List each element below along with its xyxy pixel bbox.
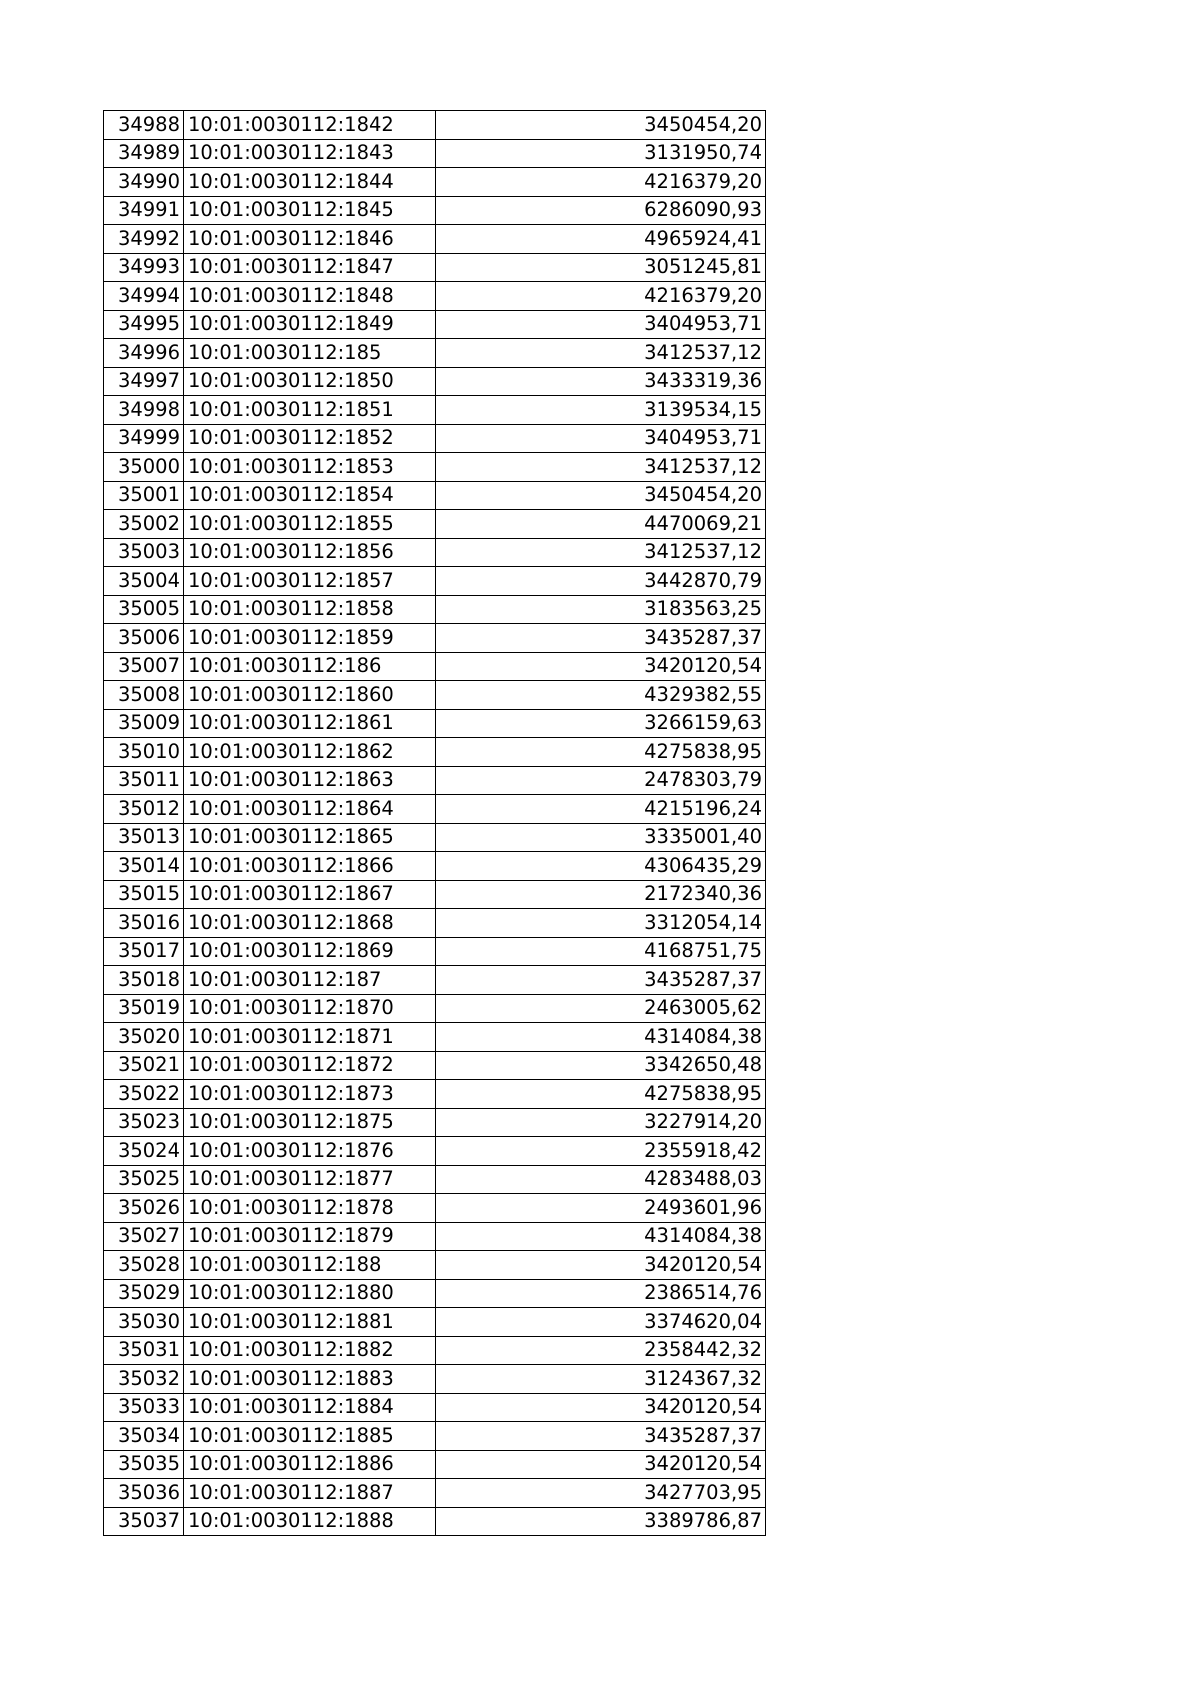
cadastral-value: 3420120,54 xyxy=(436,1450,766,1479)
table-row xyxy=(104,766,766,795)
cadastral-number: 10:01:0030112:1873 xyxy=(184,1080,436,1109)
cadastral-value: 4168751,75 xyxy=(436,937,766,966)
cadastral-number: 10:01:0030112:1847 xyxy=(184,253,436,282)
cadastral-number: 10:01:0030112:1867 xyxy=(184,880,436,909)
table-row xyxy=(104,624,766,653)
cadastral-number: 10:01:0030112:1861 xyxy=(184,709,436,738)
table-row xyxy=(104,253,766,282)
row-number: 35033 xyxy=(104,1393,184,1422)
cadastral-number: 10:01:0030112:1875 xyxy=(184,1108,436,1137)
cadastral-number: 10:01:0030112:1877 xyxy=(184,1165,436,1194)
cadastral-value: 3139534,15 xyxy=(436,396,766,425)
cadastral-number: 10:01:0030112:186 xyxy=(184,652,436,681)
cadastral-number: 10:01:0030112:1888 xyxy=(184,1507,436,1536)
row-number: 35003 xyxy=(104,538,184,567)
table-row xyxy=(104,1479,766,1508)
table-row xyxy=(104,567,766,596)
table-row xyxy=(104,823,766,852)
cadastral-value: 3433319,36 xyxy=(436,367,766,396)
cadastral-value: 3266159,63 xyxy=(436,709,766,738)
row-number: 34988 xyxy=(104,111,184,140)
row-number: 35013 xyxy=(104,823,184,852)
cadastral-value: 4314084,38 xyxy=(436,1222,766,1251)
cadastral-value: 3227914,20 xyxy=(436,1108,766,1137)
table-row xyxy=(104,1222,766,1251)
table-row xyxy=(104,225,766,254)
cadastral-number: 10:01:0030112:1872 xyxy=(184,1051,436,1080)
cadastral-value: 3427703,95 xyxy=(436,1479,766,1508)
cadastral-value: 3312054,14 xyxy=(436,909,766,938)
cadastre-value-table xyxy=(103,110,766,1536)
table-row xyxy=(104,1365,766,1394)
cadastral-value: 4275838,95 xyxy=(436,738,766,767)
row-number: 35025 xyxy=(104,1165,184,1194)
cadastral-number: 10:01:0030112:185 xyxy=(184,339,436,368)
cadastral-value: 3131950,74 xyxy=(436,139,766,168)
row-number: 35018 xyxy=(104,966,184,995)
row-number: 34993 xyxy=(104,253,184,282)
table-row xyxy=(104,310,766,339)
table-row xyxy=(104,1165,766,1194)
cadastral-value: 3389786,87 xyxy=(436,1507,766,1536)
table-row xyxy=(104,1108,766,1137)
table-row xyxy=(104,453,766,482)
cadastral-number: 10:01:0030112:1859 xyxy=(184,624,436,653)
table-row xyxy=(104,1308,766,1337)
row-number: 34989 xyxy=(104,139,184,168)
cadastral-number: 10:01:0030112:1869 xyxy=(184,937,436,966)
row-number: 35028 xyxy=(104,1251,184,1280)
cadastral-value: 3342650,48 xyxy=(436,1051,766,1080)
cadastral-value: 3335001,40 xyxy=(436,823,766,852)
row-number: 35030 xyxy=(104,1308,184,1337)
row-number: 35016 xyxy=(104,909,184,938)
cadastral-value: 3435287,37 xyxy=(436,624,766,653)
row-number: 35014 xyxy=(104,852,184,881)
cadastral-value: 3420120,54 xyxy=(436,652,766,681)
row-number: 35004 xyxy=(104,567,184,596)
cadastral-value: 4215196,24 xyxy=(436,795,766,824)
row-number: 35011 xyxy=(104,766,184,795)
row-number: 34991 xyxy=(104,196,184,225)
cadastral-value: 3435287,37 xyxy=(436,1422,766,1451)
cadastral-number: 10:01:0030112:1865 xyxy=(184,823,436,852)
row-number: 34999 xyxy=(104,424,184,453)
table-row xyxy=(104,1422,766,1451)
row-number: 35037 xyxy=(104,1507,184,1536)
row-number: 34998 xyxy=(104,396,184,425)
table-row xyxy=(104,538,766,567)
cadastral-number: 10:01:0030112:188 xyxy=(184,1251,436,1280)
cadastral-number: 10:01:0030112:1846 xyxy=(184,225,436,254)
row-number: 35005 xyxy=(104,595,184,624)
table-row xyxy=(104,966,766,995)
table-row xyxy=(104,652,766,681)
cadastral-value: 3435287,37 xyxy=(436,966,766,995)
row-number: 34990 xyxy=(104,168,184,197)
cadastral-value: 3420120,54 xyxy=(436,1251,766,1280)
cadastral-value: 4216379,20 xyxy=(436,168,766,197)
cadastral-number: 10:01:0030112:1851 xyxy=(184,396,436,425)
row-number: 35017 xyxy=(104,937,184,966)
table-row xyxy=(104,738,766,767)
row-number: 35000 xyxy=(104,453,184,482)
cadastral-value: 3124367,32 xyxy=(436,1365,766,1394)
cadastral-number: 10:01:0030112:1858 xyxy=(184,595,436,624)
cadastral-number: 10:01:0030112:1860 xyxy=(184,681,436,710)
row-number: 35026 xyxy=(104,1194,184,1223)
row-number: 35001 xyxy=(104,481,184,510)
table-row xyxy=(104,795,766,824)
cadastral-number: 10:01:0030112:1850 xyxy=(184,367,436,396)
cadastral-value: 4329382,55 xyxy=(436,681,766,710)
cadastral-number: 10:01:0030112:1876 xyxy=(184,1137,436,1166)
row-number: 35027 xyxy=(104,1222,184,1251)
cadastral-value: 3420120,54 xyxy=(436,1393,766,1422)
cadastral-value: 4965924,41 xyxy=(436,225,766,254)
table-row xyxy=(104,339,766,368)
row-number: 34995 xyxy=(104,310,184,339)
table-row xyxy=(104,367,766,396)
table-row xyxy=(104,111,766,140)
cadastral-value: 3412537,12 xyxy=(436,339,766,368)
cadastral-number: 10:01:0030112:1864 xyxy=(184,795,436,824)
cadastral-value: 4306435,29 xyxy=(436,852,766,881)
row-number: 34997 xyxy=(104,367,184,396)
cadastral-value: 3404953,71 xyxy=(436,424,766,453)
table-row xyxy=(104,1051,766,1080)
cadastral-value: 2172340,36 xyxy=(436,880,766,909)
cadastral-number: 10:01:0030112:1842 xyxy=(184,111,436,140)
cadastral-number: 10:01:0030112:1855 xyxy=(184,510,436,539)
cadastral-number: 10:01:0030112:1885 xyxy=(184,1422,436,1451)
cadastral-value: 2463005,62 xyxy=(436,994,766,1023)
table-row xyxy=(104,510,766,539)
cadastral-value: 2493601,96 xyxy=(436,1194,766,1223)
cadastral-number: 10:01:0030112:1883 xyxy=(184,1365,436,1394)
cadastral-number: 10:01:0030112:1868 xyxy=(184,909,436,938)
cadastral-value: 2386514,76 xyxy=(436,1279,766,1308)
row-number: 35008 xyxy=(104,681,184,710)
cadastral-number: 10:01:0030112:1879 xyxy=(184,1222,436,1251)
table-row xyxy=(104,852,766,881)
cadastral-number: 10:01:0030112:1857 xyxy=(184,567,436,596)
cadastral-number: 10:01:0030112:1886 xyxy=(184,1450,436,1479)
row-number: 35010 xyxy=(104,738,184,767)
table-row xyxy=(104,994,766,1023)
row-number: 35024 xyxy=(104,1137,184,1166)
table-row xyxy=(104,1080,766,1109)
row-number: 35009 xyxy=(104,709,184,738)
row-number: 35029 xyxy=(104,1279,184,1308)
cadastral-number: 10:01:0030112:1878 xyxy=(184,1194,436,1223)
table-row xyxy=(104,595,766,624)
table-row xyxy=(104,1137,766,1166)
row-number: 35002 xyxy=(104,510,184,539)
cadastral-number: 10:01:0030112:1863 xyxy=(184,766,436,795)
cadastral-value: 3442870,79 xyxy=(436,567,766,596)
cadastral-number: 10:01:0030112:1853 xyxy=(184,453,436,482)
cadastral-value: 2358442,32 xyxy=(436,1336,766,1365)
cadastral-number: 10:01:0030112:1870 xyxy=(184,994,436,1023)
cadastral-value: 6286090,93 xyxy=(436,196,766,225)
cadastral-value: 4216379,20 xyxy=(436,282,766,311)
cadastral-value: 4283488,03 xyxy=(436,1165,766,1194)
cadastral-value: 2355918,42 xyxy=(436,1137,766,1166)
row-number: 35020 xyxy=(104,1023,184,1052)
table-row xyxy=(104,424,766,453)
table-row xyxy=(104,681,766,710)
table-row xyxy=(104,1279,766,1308)
cadastral-number: 10:01:0030112:1843 xyxy=(184,139,436,168)
table-row xyxy=(104,1450,766,1479)
row-number: 35034 xyxy=(104,1422,184,1451)
row-number: 35019 xyxy=(104,994,184,1023)
row-number: 35007 xyxy=(104,652,184,681)
cadastral-value: 3412537,12 xyxy=(436,453,766,482)
table-row xyxy=(104,1194,766,1223)
cadastral-number: 10:01:0030112:1866 xyxy=(184,852,436,881)
cadastral-value: 3374620,04 xyxy=(436,1308,766,1337)
row-number: 34994 xyxy=(104,282,184,311)
cadastral-number: 10:01:0030112:1852 xyxy=(184,424,436,453)
table-row xyxy=(104,1251,766,1280)
table-row xyxy=(104,880,766,909)
cadastral-number: 10:01:0030112:1862 xyxy=(184,738,436,767)
cadastral-value: 3183563,25 xyxy=(436,595,766,624)
cadastral-number: 10:01:0030112:187 xyxy=(184,966,436,995)
table-row xyxy=(104,139,766,168)
cadastral-value: 2478303,79 xyxy=(436,766,766,795)
row-number: 35032 xyxy=(104,1365,184,1394)
table-row xyxy=(104,1393,766,1422)
cadastral-value: 4314084,38 xyxy=(436,1023,766,1052)
row-number: 34996 xyxy=(104,339,184,368)
cadastral-number: 10:01:0030112:1844 xyxy=(184,168,436,197)
cadastral-value: 4275838,95 xyxy=(436,1080,766,1109)
cadastral-value: 3404953,71 xyxy=(436,310,766,339)
row-number: 35035 xyxy=(104,1450,184,1479)
table-row xyxy=(104,937,766,966)
cadastral-number: 10:01:0030112:1856 xyxy=(184,538,436,567)
row-number: 35036 xyxy=(104,1479,184,1508)
table-row xyxy=(104,1023,766,1052)
table-row xyxy=(104,709,766,738)
table-row xyxy=(104,282,766,311)
table-row xyxy=(104,196,766,225)
cadastral-number: 10:01:0030112:1849 xyxy=(184,310,436,339)
table-row xyxy=(104,481,766,510)
cadastral-number: 10:01:0030112:1884 xyxy=(184,1393,436,1422)
table-row xyxy=(104,168,766,197)
cadastral-value: 3450454,20 xyxy=(436,111,766,140)
row-number: 35023 xyxy=(104,1108,184,1137)
cadastral-value: 3051245,81 xyxy=(436,253,766,282)
table-row xyxy=(104,396,766,425)
cadastral-number: 10:01:0030112:1871 xyxy=(184,1023,436,1052)
cadastral-number: 10:01:0030112:1881 xyxy=(184,1308,436,1337)
table-row xyxy=(104,1336,766,1365)
row-number: 34992 xyxy=(104,225,184,254)
cadastral-number: 10:01:0030112:1882 xyxy=(184,1336,436,1365)
row-number: 35012 xyxy=(104,795,184,824)
table-row xyxy=(104,909,766,938)
cadastral-number: 10:01:0030112:1887 xyxy=(184,1479,436,1508)
cadastral-number: 10:01:0030112:1848 xyxy=(184,282,436,311)
table-row xyxy=(104,1507,766,1536)
cadastral-number: 10:01:0030112:1845 xyxy=(184,196,436,225)
cadastral-number: 10:01:0030112:1854 xyxy=(184,481,436,510)
row-number: 35031 xyxy=(104,1336,184,1365)
table-body xyxy=(104,111,766,1536)
row-number: 35006 xyxy=(104,624,184,653)
row-number: 35022 xyxy=(104,1080,184,1109)
cadastral-value: 4470069,21 xyxy=(436,510,766,539)
cadastral-number: 10:01:0030112:1880 xyxy=(184,1279,436,1308)
row-number: 35015 xyxy=(104,880,184,909)
row-number: 35021 xyxy=(104,1051,184,1080)
cadastral-value: 3412537,12 xyxy=(436,538,766,567)
cadastral-value: 3450454,20 xyxy=(436,481,766,510)
